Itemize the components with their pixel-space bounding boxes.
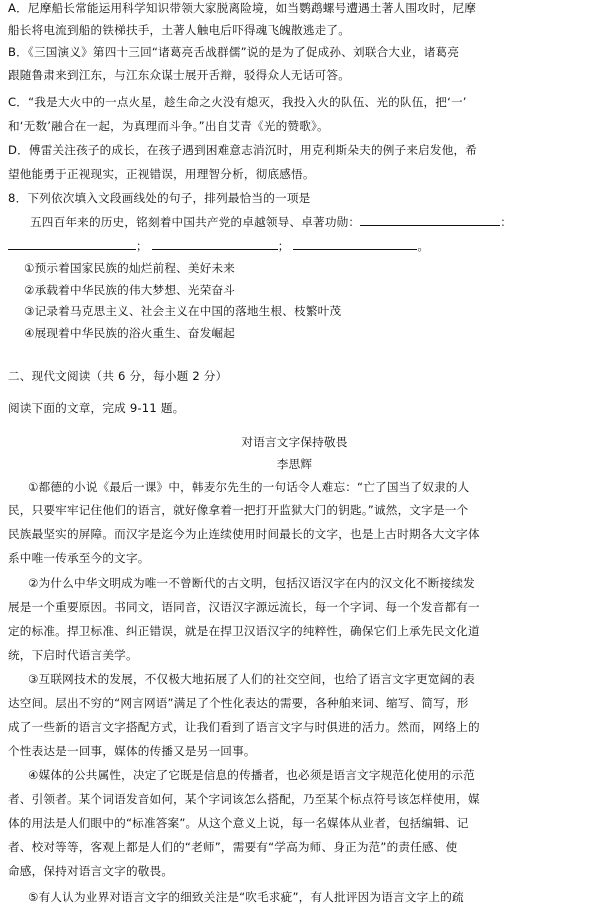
paragraph-3-line-4: 个性表达是一回事，媒体的传播又是另一回事。 xyxy=(8,744,256,758)
question-8-item-2: ②承载着中华民族的伟大梦想、光荣奋斗 xyxy=(24,283,236,297)
question-8-passage-line-1 xyxy=(30,213,582,230)
paragraph-1-line-1: ①都德的小说《最后一课》中，韩麦尔先生的一句话令人难忘：“亡了国当了奴隶的人 xyxy=(28,480,470,494)
question-8-item-1: ①预示着国家民族的灿烂前程、美好未来 xyxy=(24,261,236,275)
blank-sep: ； xyxy=(277,239,290,253)
option-b-line-1: B．《三国演义》第四十三回“诸葛亮舌战群儒”说的是为了促成孙、刘联合大业，诸葛亮 xyxy=(8,45,460,59)
section-2-heading: 二、现代文阅读（共 6 分，每小题 2 分） xyxy=(8,369,228,383)
blank-sep: ： xyxy=(500,215,513,229)
blank-sep: ； xyxy=(136,239,148,253)
question-8-item-4: ④展现着中华民族的浴火重生、奋发崛起 xyxy=(24,326,236,340)
option-a-line-2: 船长将电流到船的铁梯扶手，土著人触电后吓得魂飞魄散逃走了。 xyxy=(8,23,351,37)
option-a-line-1: A．尼摩船长常能运用科学知识带领大家脱离险境，如当鹦鹉螺号遭遇土著人围攻时，尼摩 xyxy=(8,1,477,15)
question-8-stem: 8．下列依次填入文段画线处的句子，排列最恰当的一项是 xyxy=(8,191,311,205)
question-8-passage-line-2 xyxy=(8,237,582,254)
section-2-instruction: 阅读下面的文章，完成 9-11 题。 xyxy=(8,401,185,415)
blank-end: 。 xyxy=(417,239,430,253)
paragraph-3-line-1: ③互联网技术的发展，不仅极大地拓展了人们的社交空间，也给了语言文字更宽阔的表 xyxy=(28,672,475,686)
option-d-line-2: 望他能勇于正视现实，正视错误，用理智分析，彻底感悟。 xyxy=(8,167,315,181)
paragraph-2-line-4: 统，下启时代语言美学。 xyxy=(8,648,138,662)
paragraph-4-line-2: 者、引领者。某个词语发音如何，某个字词该怎么搭配，乃至某个标点符号该怎样使用，媒 xyxy=(8,792,480,806)
paragraph-3-line-3: 成了一些新的语言文字搭配方式，让我们看到了语言文字与时俱进的活力。然而，网络上的 xyxy=(8,720,480,734)
paragraph-4-line-4: 者、校对等等，客观上都是人们的“老师”，需要有“学高为师、身正为范”的责任感、使 xyxy=(8,840,458,854)
paragraph-2-line-3: 定的标准。捍卫标准、纠正错误，就是在捍卫汉语汉字的纯粹性，确保它们上承先民文化道 xyxy=(8,624,480,638)
question-8-passage-text: 五四百年来的历史，铭刻着中国共产党的卓越领导、卓著功勋： xyxy=(30,215,361,229)
paragraph-3-line-2: 达空间。层出不穷的“网言网语”满足了个性化表达的需要，各种舶来词、缩写、简写，形 xyxy=(8,696,469,710)
paragraph-2-line-2: 展是一个重要原因。书同文，语同音，汉语汉字源远流长，每一个字词、每一个发音都有一 xyxy=(8,600,480,614)
paragraph-1-line-2: 民，只要牢牢记住他们的语言，就好像拿着一把打开监狱大门的钥匙。”诚然，文字是一个 xyxy=(8,503,469,517)
paragraph-2-line-1: ②为什么中华文明成为唯一不曾断代的古文明，包括汉语汉字在内的汉文化不断接续发 xyxy=(28,576,475,590)
paragraph-5-line-1: ⑤有人认为业界对语言文字的细致关注是“吹毛求疵”，有人批评因为语言文字上的疏 xyxy=(28,890,464,904)
blank-2 xyxy=(8,237,136,250)
article-author: 李思辉 xyxy=(276,457,313,471)
paragraph-4-line-3: 体的用法是人们眼中的“标准答案”。从这个意义上说，每一名媒体从业者，包括编辑、记 xyxy=(8,816,469,830)
question-8-item-3: ③记录着马克思主义、社会主义在中国的落地生根、枝繁叶茂 xyxy=(24,304,342,318)
option-c-line-1: C．“我是大火中的一点火星，趁生命之火没有熄灭，我投入火的队伍、光的队伍，把‘一’ xyxy=(8,95,467,109)
option-c-line-2: 和‘无数’融合在一起，为真理而斗争。”出自艾青《光的赞歌》。 xyxy=(8,119,329,133)
option-b-line-2: 跟随鲁肃来到江东，与江东众谋士展开舌辩，驳得众人无话可答。 xyxy=(8,68,351,82)
paragraph-1-line-4: 系中唯一传承至今的文字。 xyxy=(8,551,150,565)
article-title: 对语言文字保持敬畏 xyxy=(241,435,348,449)
paragraph-4-line-1: ④媒体的公共属性，决定了它既是信息的传播者，也必须是语言文字规范化使用的示范 xyxy=(28,768,475,782)
paragraph-1-line-3: 民族最坚实的屏障。而汉字是迄今为止连续使用时间最长的文字，也是上古时期各大文字体 xyxy=(8,527,480,541)
paragraph-4-line-5: 命感，保持对语言文字的敬畏。 xyxy=(8,864,174,878)
option-d-line-1: D．傅雷关注孩子的成长，在孩子遇到困难意志消沉时，用克利斯朵夫的例子来启发他，希 xyxy=(8,143,478,157)
blank-1 xyxy=(360,213,500,226)
blank-3 xyxy=(152,237,278,250)
blank-4 xyxy=(293,237,417,250)
